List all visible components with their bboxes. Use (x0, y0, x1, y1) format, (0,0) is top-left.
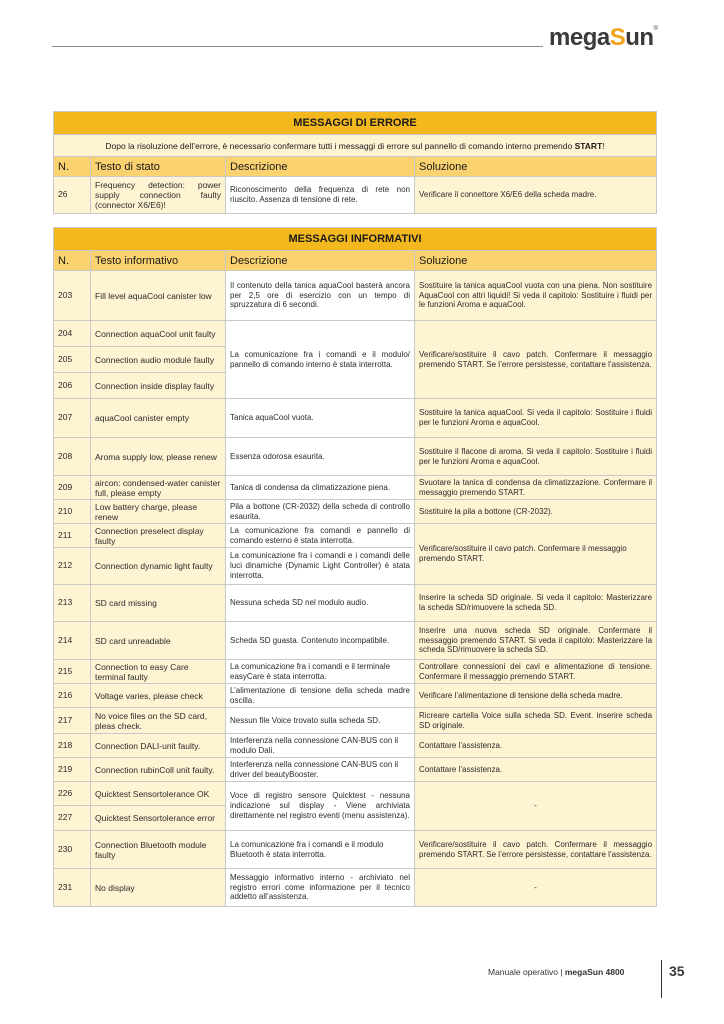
footer-manual-title: Manuale operativo | megaSun 4800 (488, 967, 625, 977)
column-header-status-text: Testo di stato (91, 157, 226, 177)
row-text: Connection inside display faulty (91, 373, 226, 399)
row-text: Low battery charge, please renew (91, 500, 226, 524)
row-number: 230 (54, 831, 91, 869)
table-row (54, 177, 657, 214)
row-solution: Inserire una nuova scheda SD originale. Confermare il messaggio premendo START. Si veda il capitolo: Masterizzare la scheda SD/rimuovere la scheda SD. (415, 622, 657, 660)
row-solution: - (415, 782, 657, 831)
row-number: 218 (54, 734, 91, 758)
row-description: Scheda SD guasta. Contenuto incompatibile. (226, 622, 415, 660)
column-header-description: Descrizione (226, 251, 415, 271)
row-description: La comunicazione fra i comandi e il modulo Bluetooth è stata interrotta. (226, 831, 415, 869)
row-solution: Controllare connessioni dei cavi e alimentazione di tensione. Confermare il messaggio premendo START. (415, 660, 657, 684)
row-text: aquaCool canister empty (91, 399, 226, 438)
row-text: No display (91, 869, 226, 907)
column-header-description: Descrizione (226, 157, 415, 177)
row-number: 208 (54, 438, 91, 476)
row-solution: Sostituire il flacone di aroma. Si veda il capitolo: Sostituire i fluidi per le funzioni Aroma e aquaCool. (415, 438, 657, 476)
table-row (54, 271, 657, 321)
row-description: Interferenza nella connessione CAN-BUS con il driver del beautyBooster. (226, 758, 415, 782)
table-row (54, 831, 657, 869)
table-row (54, 869, 657, 907)
row-solution: Verificare/sostituire il cavo patch. Confermare il messaggio premendo START. (415, 524, 657, 585)
row-number: 226 (54, 782, 91, 806)
table-row (54, 622, 657, 660)
column-header-solution: Soluzione (415, 157, 657, 177)
row-number: 210 (54, 500, 91, 524)
row-text: Connection preselect display faulty (91, 524, 226, 548)
row-number: 207 (54, 399, 91, 438)
row-number: 206 (54, 373, 91, 399)
row-number: 214 (54, 622, 91, 660)
row-number: 26 (54, 177, 91, 214)
table-row (54, 438, 657, 476)
table-row (54, 660, 657, 684)
table-row (54, 399, 657, 438)
error-messages-table (53, 111, 657, 214)
row-description: Messaggio informativo interno - archiviato nel registro errori come informazione per il tecnico addetto all’assistenza. (226, 869, 415, 907)
row-description: Voce di registro sensore Quicktest - nessuna indicazione sul display - Viene archiviata direttamente nel registro eventi (menu assistenza). (226, 782, 415, 831)
info-messages-table (53, 227, 657, 907)
row-description: Riconoscimento della frequenza di rete non riuscito. Assenza di tensione di rete. (226, 177, 415, 214)
table-row (54, 585, 657, 622)
row-number: 209 (54, 476, 91, 500)
error-table-title: MESSAGGI DI ERRORE (54, 112, 657, 135)
brand-logo: megaSun® (549, 24, 658, 51)
row-number: 217 (54, 708, 91, 734)
row-text: No voice files on the SD card, pleas check. (91, 708, 226, 734)
row-text: SD card unreadable (91, 622, 226, 660)
row-text: Aroma supply low, please renew (91, 438, 226, 476)
row-number: 212 (54, 548, 91, 585)
row-solution: Verificare/sostituire il cavo patch. Confermare il messaggio premendo START. Se l’errore persistesse, contattare l’assistenza. (415, 321, 657, 399)
row-number: 231 (54, 869, 91, 907)
row-text: Connection rubinColl unit faulty. (91, 758, 226, 782)
table-row (54, 758, 657, 782)
row-description: Pila a bottone (CR-2032) della scheda di controllo esaurita. (226, 500, 415, 524)
row-solution: Sostituire la tanica aquaCool. Si veda il capitolo: Sostituire i fluidi per le funzioni Aroma e aquaCool. (415, 399, 657, 438)
table-row (54, 321, 657, 347)
row-solution: Verificare l’alimentazione di tensione della scheda madre. (415, 684, 657, 708)
row-solution: Svuotare la tanica di condensa da climatizzazione. Confermare il messaggio premendo START. (415, 476, 657, 500)
table-row (54, 684, 657, 708)
row-text: Connection dynamic light faulty (91, 548, 226, 585)
table-row (54, 782, 657, 806)
row-number: 205 (54, 347, 91, 373)
row-text: SD card missing (91, 585, 226, 622)
row-number: 203 (54, 271, 91, 321)
row-description: Nessun file Voice trovato sulla scheda SD. (226, 708, 415, 734)
row-solution: Verificare il connettore X6/E6 della scheda madre. (415, 177, 657, 214)
row-solution: Verificare/sostituire il cavo patch. Confermare il messaggio premendo START. Se l’errore persistesse, contattare l’assistenza. (415, 831, 657, 869)
row-description: L’alimentazione di tensione della scheda madre oscilla. (226, 684, 415, 708)
row-text: Fill level aquaCool canister low (91, 271, 226, 321)
row-text: Quicktest Sensortolerance OK (91, 782, 226, 806)
row-description: La comunicazione fra comandi e pannello di comando esterno è stata interrotta. (226, 524, 415, 548)
row-solution: - (415, 869, 657, 907)
page-number: 35 (669, 963, 685, 979)
row-description: Interferenza nella connessione CAN-BUS con il modulo Dali. (226, 734, 415, 758)
row-text: Connection audio module faulty (91, 347, 226, 373)
error-table-note: Dopo la risoluzione dell’errore, è necessario confermare tutti i messaggi di errore sul pannello di comando interno premendo START! (54, 135, 657, 157)
header-rule (52, 46, 543, 47)
row-solution: Inserire la scheda SD originale. Si veda il capitolo: Masterizzare la scheda SD/rimuovere la scheda SD. (415, 585, 657, 622)
row-text: Frequency detection: power supply connection faulty (connector X6/E6)! (91, 177, 226, 214)
column-header-solution: Soluzione (415, 251, 657, 271)
row-number: 215 (54, 660, 91, 684)
row-text: Connection DALI-unit faulty. (91, 734, 226, 758)
row-solution: Ricreare cartella Voice sulla scheda SD. Event. inserire scheda SD originale. (415, 708, 657, 734)
row-text: Quicktest Sensortolerance error (91, 806, 226, 831)
row-solution: Sostituire la tanica aquaCool vuota con una piena. Non sostituire AquaCool con altri liquidi! Si veda il capitolo: Sostituire i fluidi per le funzioni Aroma e aquaCool. (415, 271, 657, 321)
row-description: Tanica di condensa da climatizzazione piena. (226, 476, 415, 500)
table-row (54, 476, 657, 500)
table-row (54, 524, 657, 548)
column-header-info-text: Testo informativo (91, 251, 226, 271)
row-solution: Contattare l’assistenza. (415, 758, 657, 782)
row-description: Tanica aquaCool vuota. (226, 399, 415, 438)
row-text: Connection to easy Care terminal faulty (91, 660, 226, 684)
row-description: Nessuna scheda SD nel modulo audio. (226, 585, 415, 622)
row-number: 204 (54, 321, 91, 347)
footer-divider (661, 960, 662, 998)
row-description: Il contenuto della tanica aquaCool basterà ancora per 2,5 ore di esercizio con un tempo di spruzzatura di 6 secondi. (226, 271, 415, 321)
table-row (54, 734, 657, 758)
row-number: 213 (54, 585, 91, 622)
info-table-title: MESSAGGI INFORMATIVI (54, 228, 657, 251)
row-solution: Contattare l’assistenza. (415, 734, 657, 758)
row-description: La comunicazione fra i comandi e i comandi delle luci dinamiche (Dynamic Light Controller) è stata interrotta. (226, 548, 415, 585)
row-number: 211 (54, 524, 91, 548)
column-header-number: N. (54, 251, 91, 271)
row-number: 216 (54, 684, 91, 708)
table-row (54, 500, 657, 524)
column-header-number: N. (54, 157, 91, 177)
table-row (54, 708, 657, 734)
row-description: La comunicazione fra i comandi e il modulo/ pannello di comando interno è stata interrotta. (226, 321, 415, 399)
row-solution: Sostituire la pila a bottone (CR-2032). (415, 500, 657, 524)
row-number: 227 (54, 806, 91, 831)
row-text: Connection aquaCool unit faulty (91, 321, 226, 347)
row-description: La comunicazione fra i comandi e il terminale easyCare è stata interrotta. (226, 660, 415, 684)
row-text: aircon: condensed-water canister full, please empty (91, 476, 226, 500)
row-description: Essenza odorosa esaurita. (226, 438, 415, 476)
row-text: Connection Bluetooth module faulty (91, 831, 226, 869)
row-number: 219 (54, 758, 91, 782)
row-text: Voltage varies, please check (91, 684, 226, 708)
